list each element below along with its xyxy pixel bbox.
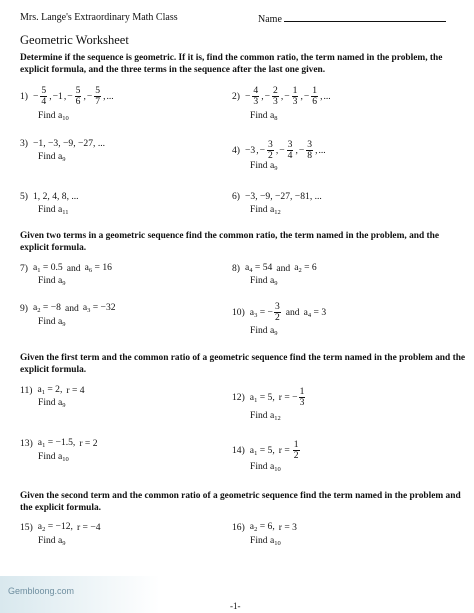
subscript: 9 [62,540,66,547]
fraction [252,86,259,107]
numerator: 5 [41,85,47,96]
denominator: 4 [41,96,47,107]
subscript: 9 [62,321,66,328]
problem-5 [20,191,79,202]
comma: , [63,91,67,102]
problem-number: 9) [20,302,28,314]
comma: , [49,91,52,102]
comma: , [280,91,284,102]
problem-number: 12) [232,392,245,403]
minus-sign: − [67,91,73,102]
find-term: Find $a_9$ [38,397,66,409]
denominator: 3 [292,96,298,107]
numerator: 3 [268,139,273,150]
numerator: 5 [95,85,101,96]
numerator: 4 [253,85,259,96]
comma: , [320,91,323,102]
find-term: Find $a_{12}$ [250,204,281,216]
fraction [287,140,294,161]
problem-10: 10) $a_3$ = − $\frac{3}{2}$ and $a_4 = 3$ [232,301,327,323]
find-term: Find $a_{10}$ [250,461,281,473]
denominator: 2 [268,150,273,161]
find-term: Find $a_{11}$ [38,204,69,216]
sequence: −1, −3, −9, −27, ... [33,138,106,149]
comma: , [103,91,106,102]
subscript: 9 [274,280,278,287]
problem-4 [232,140,326,161]
section-1-instruction: Determine if the sequence is geometric. If it is, find the common ratio, the term named in the problem, the explicit formula, and the three terms in the sequence after the last one given. [20,53,443,75]
subscript: 10 [274,466,281,473]
minus-sign: − [279,145,285,156]
denominator: 6 [312,96,318,107]
comma: , [261,91,264,102]
fraction [299,387,306,408]
subscript: 10 [274,540,281,547]
problem-number: 8) [232,262,240,274]
name-label: Name [258,14,282,25]
minus-sign: − [245,91,251,102]
term: −1 [52,91,63,102]
subscript: 9 [62,280,66,287]
fraction [75,86,82,107]
numerator: 1 [299,386,305,397]
minus-sign: − [298,145,305,156]
sequence: 1, 2, 4, 8, ... [33,191,79,202]
ratio: r = [278,445,290,456]
fraction [272,86,279,107]
problem-number: 2) [232,91,240,102]
problem-number: 3) [20,138,28,149]
section-2-instruction: Given two terms in a geometric sequence find the common ratio, the term named in the problem, and the explicit formula. [20,231,440,253]
fraction [293,440,300,461]
find-term: Find $a_9$ [38,316,66,328]
comma: , [300,91,303,102]
sequence: −3, −9, −27, −81, ... [245,191,322,202]
problem-12: 12) $a_1 = 5$, r = − $\frac{1}{3}$ [232,386,305,408]
denominator: 4 [287,150,293,161]
minus-sign: − [284,91,290,102]
ellipsis: ... [318,145,326,156]
find-term: Find $a_9$ [250,325,278,337]
numerator: 3 [287,139,293,150]
subscript: 9 [274,330,278,337]
problem-7: 7) $a_1 = 0.5$ and $a_6 = 16$ [20,262,112,274]
problem-number: 15) [20,521,33,533]
fraction [267,140,274,161]
and-word: and [66,262,81,274]
subscript: 12 [274,415,281,422]
ratio: r = − [278,392,298,403]
class-title: Mrs. Lange's Extraordinary Math Class [20,12,178,23]
find-term: Find $a_8$ [250,110,278,122]
problem-13: 13) $a_1 = -1.5$, r = 2 [20,437,98,449]
term: −3 [245,145,256,156]
comma: , [256,145,259,156]
subscript: 9 [62,402,66,409]
numerator: 1 [312,85,318,96]
fraction [274,302,281,323]
problem-number: 1) [20,91,28,102]
comma: , [83,91,86,102]
problem-number: 10) [232,307,245,318]
denominator: 7 [95,96,101,107]
watermark-text: Gembloong.com [8,586,75,596]
problem-14: 14) $a_1 = 5$, r = $\frac{1}{2}$ [232,439,299,461]
ratio: r = −4 [76,521,101,533]
fraction [94,86,101,107]
find-term: Find $a_{10}$ [38,451,69,463]
numerator: 2 [273,85,278,96]
and-word: and [64,302,79,314]
worksheet-title: Geometric Worksheet [20,33,129,47]
name-blank-line [284,12,446,22]
find-term: Find $a_9$ [250,275,278,287]
find-term: Find $a_{12}$ [250,410,281,422]
ratio: r = 2 [79,437,98,449]
find-term: Find $a_{10}$ [38,110,69,122]
subscript: 10 [62,115,69,122]
numerator: 3 [274,301,280,312]
subscript: 8 [274,115,278,122]
minus-sign: − [33,91,39,102]
comma: , [275,145,279,156]
problem-number: 7) [20,262,28,274]
find-term: Find $a_9$ [38,151,66,163]
comma: , [295,145,298,156]
numerator: 1 [293,439,299,450]
numerator: 1 [292,85,298,96]
denominator: 2 [293,450,299,461]
problem-number: 11) [20,384,33,396]
problem-number: 14) [232,445,245,456]
page-number: -1- [230,601,241,611]
denominator: 3 [253,96,259,107]
denominator: 8 [307,150,313,161]
minus-sign: − [259,145,266,156]
denominator: 3 [273,96,278,107]
problem-number: 4) [232,145,240,156]
problem-11: 11) $a_1 = 2$, r = 4 [20,384,85,396]
problem-number: 6) [232,191,240,202]
subscript: 12 [274,209,281,216]
denominator: 3 [299,397,305,408]
section-3-instruction: Given the first term and the common ratio of a geometric sequence find the term named in the problem and the explicit formula. [20,353,466,375]
fraction [40,86,47,107]
find-term: Find $a_{10}$ [250,535,281,547]
subscript: 10 [62,456,69,463]
numerator: 3 [307,139,313,150]
problem-number: 13) [20,437,33,449]
fraction [292,86,299,107]
denominator: 6 [75,96,81,107]
comma: , [315,145,318,156]
and-word: and [276,262,291,274]
watermark-banner [0,576,160,613]
denominator: 2 [274,312,280,323]
problem-1 [20,86,114,107]
problem-3 [20,138,105,149]
minus-sign: − [264,91,271,102]
fraction [311,86,318,107]
ellipsis: ... [323,91,331,102]
problem-9: 9) $a_2 = -8$ and $a_3 = -32$ [20,302,116,314]
ratio: r = 3 [278,521,297,533]
subscript: 9 [62,156,66,163]
name-field [258,12,446,25]
ellipsis: ... [106,91,114,102]
find-term: Find $a_9$ [38,535,66,547]
subscript: 11 [62,209,69,216]
numerator: 5 [75,85,81,96]
and-word: and [285,307,300,318]
problem-number: 5) [20,191,28,202]
find-term: Find $a_9$ [38,275,66,287]
subscript: 9 [274,165,278,172]
problem-2 [232,86,331,107]
problem-6 [232,191,322,202]
minus-sign: − [86,91,93,102]
fraction [306,140,313,161]
problem-number: 16) [232,521,245,533]
section-4-instruction: Given the second term and the common ratio of a geometric sequence find the term named in the problem and the explicit formula. [20,491,461,513]
ratio: r = 4 [66,384,85,396]
problem-8: 8) $a_4 = 54$ and $a_2 = 6$ [232,262,317,274]
minus-sign: − [303,91,310,102]
problem-15: 15) $a_2 = -12$, r = −4 [20,521,101,533]
problem-16: 16) $a_2 = 6$, r = 3 [232,521,297,533]
find-term: Find $a_9$ [250,160,278,172]
